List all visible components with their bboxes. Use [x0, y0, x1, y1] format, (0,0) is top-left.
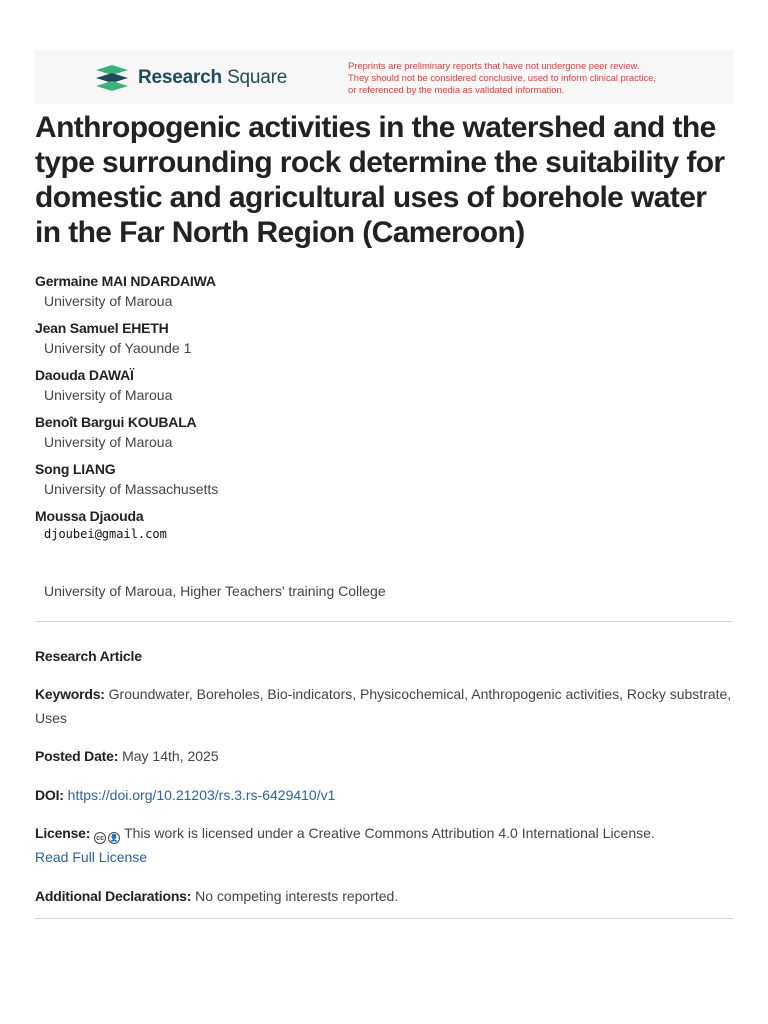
license-text: This work is licensed under a Creative Commons Attribution 4.0 International License.	[124, 825, 655, 841]
author-affiliation: University of Yaounde 1	[44, 340, 192, 356]
posted-date-value: May 14th, 2025	[122, 748, 219, 764]
declarations-section	[35, 884, 733, 908]
author-email[interactable]: djoubei@gmail.com	[44, 527, 167, 541]
author-name[interactable]: Song LIANG	[35, 461, 116, 477]
article-type	[35, 644, 733, 668]
posted-date-label: Posted Date:	[35, 748, 119, 764]
doi-link[interactable]: https://doi.org/10.21203/rs.3.rs-6429410/v1	[67, 787, 336, 803]
read-full-license-link[interactable]: Read Full License	[35, 849, 148, 865]
logo-word-research: Research	[138, 67, 222, 88]
author-name[interactable]: Germaine MAI NDARDAIWA	[35, 273, 216, 289]
keywords-section	[35, 682, 733, 730]
cc-icon: cc	[94, 832, 106, 844]
author-entry	[35, 507, 735, 541]
declarations-label: Additional Declarations:	[35, 888, 192, 904]
article-type-label: Research Article	[35, 648, 142, 664]
doi-section	[35, 783, 733, 807]
research-square-logo[interactable]	[94, 64, 287, 92]
author-affiliation: University of Maroua	[44, 293, 173, 309]
disclaimer-line: or referenced by the media as validated information.	[348, 84, 565, 95]
author-name[interactable]: Benoît Bargui KOUBALA	[35, 414, 197, 430]
paper-title: Anthropogenic activities in the watershed and the type surrounding rock determine the suitability for domestic and agricultural uses of borehole water in the Far North Region (Cameroon)	[35, 111, 725, 249]
author-entry	[35, 366, 735, 407]
section-divider	[35, 621, 733, 622]
license-label: License:	[35, 825, 91, 841]
author-affiliation: University of Maroua, Higher Teachers’ training College	[44, 583, 386, 599]
author-entry	[35, 413, 735, 454]
license-section	[35, 821, 733, 869]
author-affiliation: University of Maroua	[44, 434, 173, 450]
declarations-value: No competing interests reported.	[195, 888, 399, 904]
cc-by-icon	[94, 832, 120, 844]
doi-label: DOI:	[35, 787, 64, 803]
author-name[interactable]: Daouda DAWAÏ	[35, 367, 134, 383]
logo-word-square: Square	[227, 67, 288, 88]
author-affiliation: University of Massachusetts	[44, 481, 219, 497]
attribution-icon: 👤	[108, 832, 120, 844]
author-entry	[35, 319, 735, 360]
author-list	[35, 272, 735, 547]
author-entry	[35, 272, 735, 313]
keywords-label: Keywords:	[35, 686, 105, 702]
posted-date-section	[35, 744, 733, 768]
author-entry	[35, 460, 735, 501]
logo-wordmark	[138, 67, 287, 89]
author-affiliation: University of Maroua	[44, 387, 173, 403]
preprint-disclaimer	[348, 60, 656, 96]
disclaimer-line: Preprints are preliminary reports that have not undergone peer review.	[348, 60, 640, 71]
section-divider	[35, 918, 733, 919]
preprint-header	[35, 50, 733, 104]
keywords-value: Groundwater, Boreholes, Bio-indicators, Physicochemical, Anthropogenic activities, Rocky substrate, Uses	[35, 686, 732, 726]
disclaimer-line: They should not be considered conclusive, used to inform clinical practice,	[348, 72, 656, 83]
research-square-logo-icon	[94, 64, 130, 92]
author-name[interactable]: Jean Samuel EHETH	[35, 320, 169, 336]
author-name[interactable]: Moussa Djaouda	[35, 508, 144, 524]
